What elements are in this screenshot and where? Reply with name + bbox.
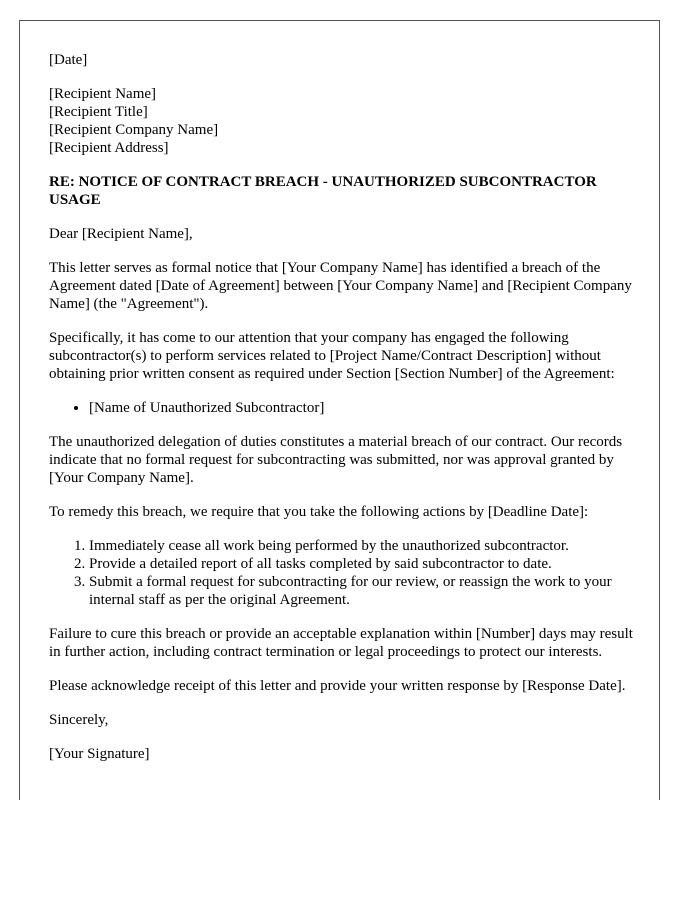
action-list [49,537,639,609]
letter-page [19,20,660,800]
paragraph-consequences: Failure to cure this breach or provide an acceptable explanation within [Number] days may result in further action, including contract termination or legal proceedings to protect our interests. [49,626,633,660]
action-item: 2. Provide a detailed report of all tasks completed by said subcontractor to date. [89,555,639,573]
signature-placeholder: [Your Signature] [49,746,150,762]
recipient-name: [Recipient Name] [49,86,157,102]
salutation: Dear [Recipient Name], [49,226,193,242]
subcontractor-item: • [Name of Unauthorized Subcontractor] [89,399,639,417]
paragraph-notice: This letter serves as formal notice that [Your Company Name] has identified a breach of the Agreement dated [Date of Agreement] between [Your Company Name] and [Recipient Company Name] (the "Agreement"). [49,260,632,312]
recipient-block [49,85,639,157]
recipient-address: [Recipient Address] [49,140,169,156]
closing: Sincerely, [49,712,109,728]
letter-date: [Date] [49,52,88,68]
paragraph-specifics: Specifically, it has come to our attention that your company has engaged the following subcontractor(s) to perform services related to [Project Name/Contract Description] without obtaining prior written consent as required under Section [Section Number] of the Agreement: [49,330,615,382]
letter-content [49,51,639,763]
action-item: 3. Submit a formal request for subcontracting for our review, or reassign the work to your internal staff as per the original Agreement. [89,573,639,609]
subject-line: RE: NOTICE OF CONTRACT BREACH - UNAUTHORIZED SUBCONTRACTOR USAGE [49,174,597,208]
paragraph-acknowledge: Please acknowledge receipt of this letter and provide your written response by [Response Date]. [49,678,626,694]
paragraph-remedy: To remedy this breach, we require that you take the following actions by [Deadline Date]: [49,504,589,520]
subcontractor-list [49,399,639,417]
action-item: 1. Immediately cease all work being performed by the unauthorized subcontractor. [89,537,639,555]
recipient-title: [Recipient Title] [49,104,148,120]
recipient-company: [Recipient Company Name] [49,122,219,138]
paragraph-breach: The unauthorized delegation of duties constitutes a material breach of our contract. Our records indicate that no formal request for subcontracting was submitted, nor was approval granted by [Your Company Name]. [49,434,623,486]
